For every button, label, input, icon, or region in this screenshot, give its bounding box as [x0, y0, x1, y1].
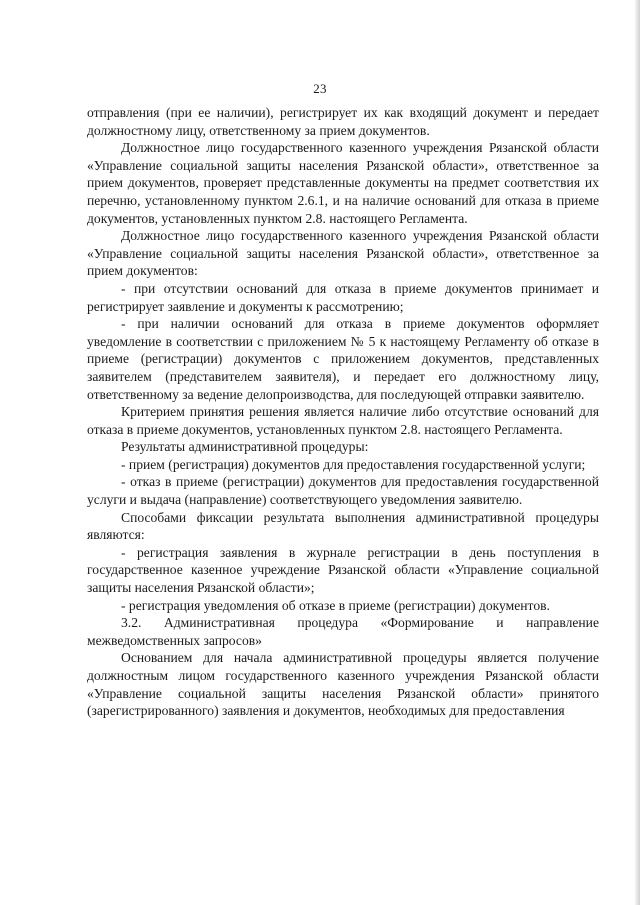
paragraph: Результаты административной процедуры:	[121, 439, 369, 455]
paragraph: Должностное лицо государственного казенного учреждения Рязанской области «Управление социальной защиты населения Рязанской области», ответственное за прием документов, проверяет представленные документы на предмет соответствия их перечню, установленному пунктом 2.6.1, и на наличие оснований для отказа в приеме документов, установленных пунктом 2.8. настоящего Регламента.	[87, 140, 599, 226]
paragraph: - при отсутствии оснований для отказа в приеме документов принимает и регистрирует заявление и документы к рассмотрению;	[87, 280, 599, 314]
scan-edge-shadow	[634, 0, 640, 905]
paragraph: 3.2. Административная процедура «Формирование и направление межведомственных запросов»	[87, 615, 599, 648]
paragraph: - регистрация заявления в журнале регистрации в день поступления в государственное казенное учреждение Рязанской области «Управление социальной защиты населения Рязанской области»;	[87, 544, 599, 596]
document-body	[87, 104, 599, 720]
page-number: 23	[313, 81, 327, 96]
paragraph: Критерием принятия решения является наличие либо отсутствие оснований для отказа в приеме документов, установленных пунктом 2.8. настоящего Регламента.	[87, 404, 599, 437]
paragraph: Способами фиксации результата выполнения административной процедуры являются:	[87, 509, 599, 543]
paragraph: - при наличии оснований для отказа в приеме документов оформляет уведомление в соответствии с приложением № 5 к настоящему Регламенту об отказе в приеме (регистрации) документов с приложением документов, представленных заявителем (представителем заявителя), и передает его должностному лицу, ответственному за ведение делопроизводства, для последующей отправки заявителю.	[87, 316, 599, 402]
paragraph: отправления (при ее наличии), регистрирует их как входящий документ и передает должностному лицу, ответственному за прием документов.	[87, 105, 599, 138]
paragraph: - регистрация уведомления об отказе в приеме (регистрации) документов.	[121, 597, 550, 613]
paragraph: - отказ в приеме (регистрации) документов для предоставления государственной услуги и выдача (направление) соответствующего уведомления заявителю.	[87, 474, 599, 508]
paragraph: - прием (регистрация) документов для предоставления государственной услуги;	[121, 456, 586, 472]
paragraph: Основанием для начала административной процедуры является получение должностным лицом государственного казенного учреждения Рязанской области «Управление социальной защиты населения Рязанской области» принятого (зарегистрированного) заявления и документов, необходимых для предоставления	[87, 650, 599, 719]
paragraph: Должностное лицо государственного казенного учреждения Рязанской области «Управление социальной защиты населения Рязанской области», ответственное за прием документов:	[87, 228, 599, 279]
